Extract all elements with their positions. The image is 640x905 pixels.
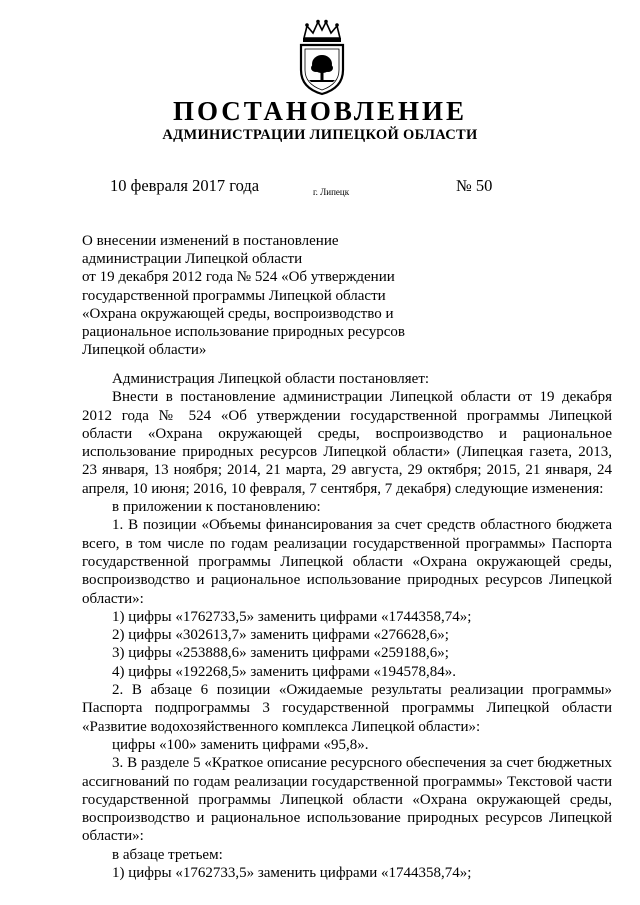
document-number: № 50: [456, 176, 493, 195]
body-paragraph: 1) цифры «1762733,5» заменить цифрами «1744358,74»;: [112, 608, 472, 625]
document-date: 10 февраля 2017 года: [110, 176, 260, 195]
body-paragraph: 4) цифры «192268,5» заменить цифрами «194578,84».: [112, 663, 456, 680]
body-paragraph: 1. В позиции «Объемы финансирования за счет средств областного бюджета всего, в том числе по годам реализации государственной программы» Паспорта государственной программы Липецкой области «Охрана окружающей среды, воспроизводство и рациональное использование природных ресурсов Липецкой области»:: [82, 517, 612, 607]
coat-of-arms-icon: [295, 18, 349, 96]
document-body: [82, 370, 612, 882]
body-paragraph: 2. В абзаце 6 позиции «Ожидаемые результаты реализации программы» Паспорта подпрограммы 3 государственной программы Липецкой области «Развитие водохозяйственного комплекса Липецкой области»:: [82, 682, 612, 735]
body-paragraph: 2) цифры «302613,7» заменить цифрами «276628,6»;: [112, 627, 449, 644]
subject-line: «Охрана окружающей среды, воспроизводство и: [82, 305, 394, 322]
document-title: ПОСТАНОВЛЕНИЕ: [172, 96, 468, 126]
body-paragraph: 3) цифры «253888,6» заменить цифрами «259188,6»;: [112, 645, 449, 662]
subject-line: государственной программы Липецкой области: [82, 287, 386, 304]
body-paragraph: 3. В разделе 5 «Краткое описание ресурсного обеспечения за счет бюджетных ассигнований по годам реализации государственной программы» Текстовой части государственной программы Липецкой области «Охрана окружающей среды, воспроизводство и рациональное использование природных ресурсов Липецкой области»:: [82, 755, 612, 845]
body-paragraph: в абзаце третьем:: [112, 846, 223, 863]
document-subtitle: АДМИНИСТРАЦИИ ЛИПЕЦКОЙ ОБЛАСТИ: [162, 127, 478, 143]
body-paragraph: Администрация Липецкой области постановляет:: [112, 371, 430, 387]
subject-line: администрации Липецкой области: [82, 251, 303, 268]
subject-line: рациональное использование природных ресурсов: [82, 324, 405, 341]
body-paragraph: в приложении к постановлению:: [112, 499, 321, 516]
body-paragraph: цифры «100» заменить цифрами «95,8».: [112, 736, 369, 753]
subject-line: от 19 декабря 2012 года № 524 «Об утверждении: [82, 269, 395, 286]
body-paragraph: Внести в постановление администрации Липецкой области от 19 декабря 2012 года № 524 «Об утверждении государственной программы Липецкой области «Охрана окружающей среды, воспроизводство и рациональное использование природных ресурсов Липецкой области» (Липецкая газета, 2013, 23 января, 13 ноября; 2014, 21 марта, 29 августа, 29 октября; 2015, 21 января, 24 апреля, 10 июня; 2016, 10 февраля, 7 сентября, 7 декабря) следующие изменения:: [82, 389, 612, 497]
document-city: г. Липецк: [313, 187, 350, 197]
body-paragraph: 1) цифры «1762733,5» заменить цифрами «1744358,74»;: [112, 865, 472, 882]
subject-line: Липецкой области»: [82, 342, 207, 359]
subject-line: О внесении изменений в постановление: [82, 233, 339, 249]
document-subject: [82, 232, 442, 359]
